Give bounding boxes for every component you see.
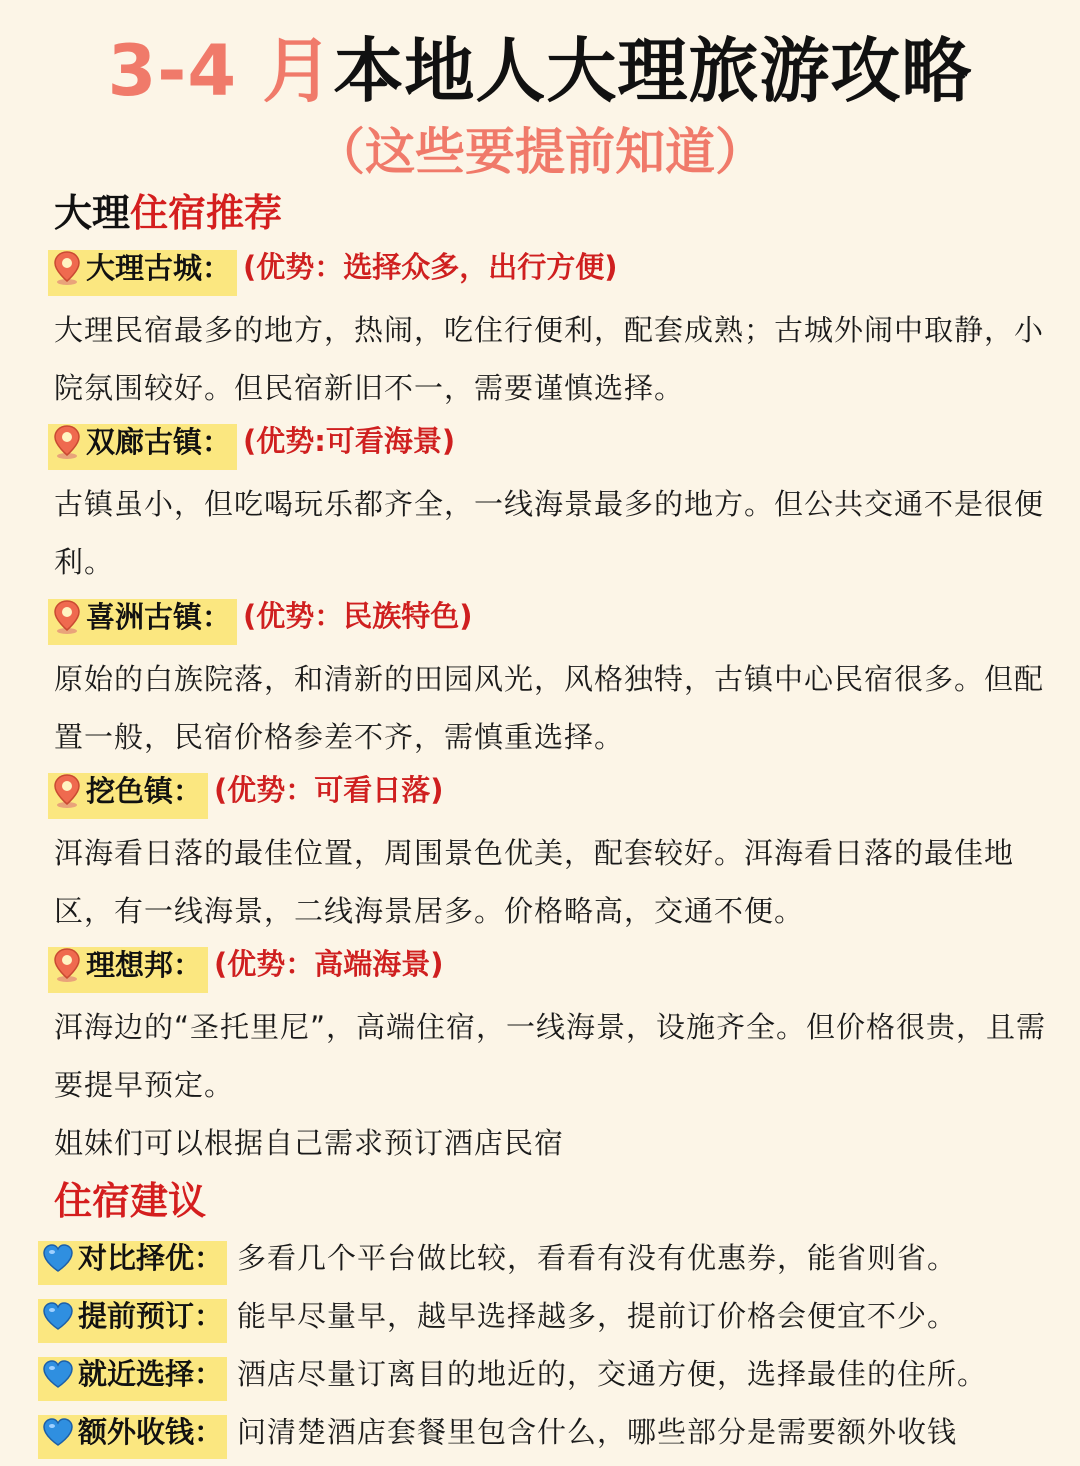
lodging-item-name: 理想邦： xyxy=(86,948,203,982)
lodging-item-head xyxy=(48,418,455,468)
highlight-box xyxy=(48,424,237,470)
location-pin-icon xyxy=(52,424,82,460)
location-pin-icon xyxy=(52,599,82,635)
highlight-box xyxy=(48,250,237,296)
lodging-item-head xyxy=(48,244,618,294)
lodging-item-name: 喜洲古镇： xyxy=(86,600,232,634)
blue-heart-icon xyxy=(42,1359,74,1389)
page-title xyxy=(0,26,1080,116)
lodging-item-desc: 洱海看日落的最佳位置，周围景色优美，配套较好。洱海看日落的最佳地区，有一线海景，二线海景居多。价格略高，交通不便。 xyxy=(54,836,1015,928)
lodging-item-desc: 古镇虽小，但吃喝玩乐都齐全，一线海景最多的地方。但公共交通不是很便利。 xyxy=(54,487,1045,579)
lodging-item-advantage: (优势:可看海景) xyxy=(243,424,456,458)
lodging-item-head xyxy=(48,593,473,643)
advice-tip-name: 提前预订： xyxy=(78,1299,224,1333)
highlight-box xyxy=(38,1299,227,1343)
lodging-item-advantage: (优势：高端海景) xyxy=(214,947,444,981)
advice-tip xyxy=(38,1232,957,1284)
advice-tip-text: 多看几个平台做比较，看看有没有优惠券，能省则省。 xyxy=(237,1241,958,1275)
highlight-box xyxy=(38,1415,227,1459)
advice-tip-text: 问清楚酒店套餐里包含什么，哪些部分是需要额外收钱 xyxy=(237,1415,958,1449)
blue-heart-icon xyxy=(42,1417,74,1447)
lodging-item-name: 挖色镇： xyxy=(86,774,203,808)
advice-tip xyxy=(38,1290,957,1342)
highlight-box xyxy=(48,947,208,993)
lodging-section-title xyxy=(54,188,282,238)
lodging-item-advantage: (优势：选择众多，出行方便) xyxy=(243,250,618,284)
lodging-item-name: 大理古城： xyxy=(86,251,232,285)
highlight-box xyxy=(38,1241,227,1285)
advice-section-title xyxy=(54,1176,206,1226)
title-accent: 3-4 月 xyxy=(107,30,334,112)
advice-tip xyxy=(38,1406,957,1458)
lodging-closing: 姐妹们可以根据自己需求预订酒店民宿 xyxy=(54,1126,565,1160)
location-pin-icon xyxy=(52,947,82,983)
advice-title: 住宿建议 xyxy=(54,1178,207,1223)
lodging-item-head xyxy=(48,941,444,991)
location-pin-icon xyxy=(52,250,82,286)
lodging-item-name: 双廊古镇： xyxy=(86,425,232,459)
highlight-box xyxy=(48,773,208,819)
blue-heart-icon xyxy=(42,1301,74,1331)
location-pin-icon xyxy=(52,773,82,809)
advice-tip-text: 酒店尽量订离目的地近的，交通方便，选择最佳的住所。 xyxy=(237,1357,988,1391)
highlight-box xyxy=(38,1357,227,1401)
page-subtitle: （这些要提前知道） xyxy=(315,123,765,181)
lodging-item-desc: 洱海边的“圣托里尼”，高端住宿，一线海景，设施齐全。但价格很贵，且需要提早预定。 xyxy=(54,1010,1047,1102)
lodging-title-red: 住宿推荐 xyxy=(130,190,283,235)
title-main: 本地人大理旅游攻略 xyxy=(333,30,973,112)
lodging-item-desc: 大理民宿最多的地方，热闹，吃住行便利，配套成熟；古城外闹中取静，小院氛围较好。但民宿新旧不一，需要谨慎选择。 xyxy=(54,313,1045,405)
advice-tip-name: 对比择优： xyxy=(78,1241,224,1275)
lodging-item-desc: 原始的白族院落，和清新的田园风光，风格独特，古镇中心民宿很多。但配置一般，民宿价格参差不齐，需慎重选择。 xyxy=(54,662,1045,754)
lodging-item-advantage: (优势：民族特色) xyxy=(243,599,473,633)
advice-tip-name: 就近选择： xyxy=(78,1357,224,1391)
highlight-box xyxy=(48,599,237,645)
lodging-title-black: 大理 xyxy=(54,190,131,235)
blue-heart-icon xyxy=(42,1243,74,1273)
advice-tip xyxy=(38,1348,987,1400)
lodging-item-advantage: (优势：可看日落) xyxy=(214,773,444,807)
advice-tip-name: 额外收钱： xyxy=(78,1415,224,1449)
lodging-item-head xyxy=(48,767,444,817)
advice-tip-text: 能早尽量早，越早选择越多，提前订价格会便宜不少。 xyxy=(237,1299,958,1333)
